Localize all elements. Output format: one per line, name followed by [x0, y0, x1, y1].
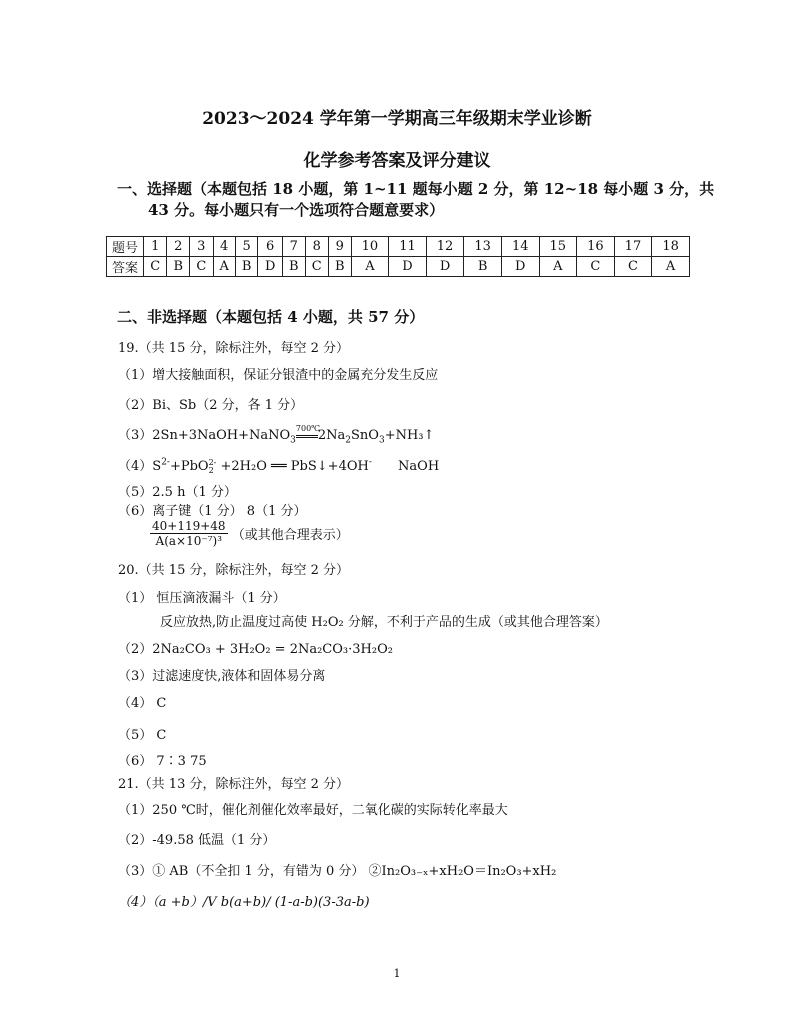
q20-answer-3: （3）过滤速度快,液体和固体易分离: [118, 669, 326, 684]
section1-heading-line2: 43 分。每小题只有一个选项符合题意要求）: [148, 201, 445, 219]
section1-heading-line1: 一、选择题（本题包括 18 小题，第 1~11 题每小题 2 分，第 12~18 每小题 3 分，共: [117, 180, 715, 198]
table-row-label: 题号: [107, 237, 144, 257]
q19-a4-part: （4）S: [118, 459, 162, 474]
q19-header: 19.（共 15 分，除标注外，每空 2 分）: [118, 341, 350, 356]
table-cell-answer: D: [426, 257, 464, 277]
table-cell-answer: C: [577, 257, 615, 277]
q19-answer-3: [118, 424, 434, 446]
table-cell-answer: C: [614, 257, 652, 277]
table-row-answers: [107, 257, 690, 277]
table-cell-number: 10: [351, 237, 389, 257]
q19-a3-condition: 700℃: [295, 424, 321, 433]
q19-a4-sub: 2: [208, 465, 214, 475]
q19-a3-part: +NH₃↑: [384, 428, 435, 443]
table-cell-number: 2: [167, 237, 190, 257]
q19-a4-sup: -: [368, 457, 372, 468]
table-cell-answer: B: [235, 257, 258, 277]
table-cell-number: 13: [464, 237, 502, 257]
q19-answer-6: （6）离子键（1 分） 8（1 分）: [118, 504, 307, 519]
q20-answer-6: （6） 7∶3 75: [118, 754, 207, 769]
formula-note: （或其他合理表示）: [231, 528, 349, 543]
fraction-denominator: A(a×10⁻⁷)³: [155, 534, 223, 548]
q20-answer-1b: 反应放热,防止温度过高使 H₂O₂ 分解，不利于产品的生成（或其他合理答案）: [160, 615, 608, 630]
table-cell-answer: D: [501, 257, 539, 277]
table-cell-number: 17: [614, 237, 652, 257]
q19-answer-4: [118, 455, 439, 475]
q20-answer-2: （2）2Na₂CO₃ + 3H₂O₂ = 2Na₂CO₃·3H₂O₂: [118, 642, 393, 657]
density-fraction: [150, 519, 228, 548]
table-row-label: 答案: [107, 257, 144, 277]
table-cell-answer: B: [328, 257, 351, 277]
table-cell-number: 9: [328, 237, 351, 257]
table-cell-answer: A: [652, 257, 690, 277]
q19-a4-sup: 2-: [208, 457, 217, 467]
table-cell-number: 5: [235, 237, 258, 257]
q21-header: 21.（共 13 分，除标注外，每空 2 分）: [118, 777, 350, 792]
q19-a3-part: 2Na: [317, 428, 346, 443]
q19-a3-sub: 2: [345, 435, 352, 446]
q20-header: 20.（共 15 分，除标注外，每空 2 分）: [118, 563, 350, 578]
q20-answer-5: （5） C: [118, 728, 167, 743]
table-cell-number: 15: [539, 237, 577, 257]
table-cell-number: 18: [652, 237, 690, 257]
q19-a3-sub: 3: [290, 435, 296, 446]
table-cell-answer: D: [389, 257, 427, 277]
table-row-numbers: [107, 237, 690, 257]
table-cell-answer: A: [351, 257, 389, 277]
table-cell-number: 8: [305, 237, 328, 257]
table-cell-answer: B: [464, 257, 502, 277]
table-cell-number: 1: [144, 237, 167, 257]
q20-answer-1: （1） 恒压滴液漏斗（1 分）: [118, 591, 286, 606]
answer-table: [106, 236, 690, 277]
table-cell-answer: B: [167, 257, 190, 277]
q19-a4-extra: NaOH: [398, 459, 440, 474]
q19-answer-6-formula: [150, 519, 349, 548]
q21-answer-4: （4）（a +b）/V b(a+b)/ (1-a-b)(3-3a-b): [118, 895, 370, 910]
table-cell-number: 6: [258, 237, 283, 257]
table-cell-number: 16: [577, 237, 615, 257]
page-number: 1: [393, 967, 401, 980]
table-cell-answer: A: [213, 257, 235, 277]
q19-answer-1: （1）增大接触面积，保证分银渣中的金属充分发生反应: [118, 368, 439, 383]
q19-a4-sup: 2-: [161, 457, 170, 468]
q19-a3-part: SnO: [351, 428, 379, 443]
table-cell-number: 12: [426, 237, 464, 257]
document-title: 2023～2024 学年第一学期高三年级期末学业诊断: [202, 109, 592, 129]
table-cell-number: 11: [389, 237, 427, 257]
table-cell-answer: C: [144, 257, 167, 277]
table-cell-number: 7: [282, 237, 305, 257]
section2-heading: 二、非选择题（本题包括 4 小题，共 57 分）: [117, 308, 425, 326]
table-cell-number: 4: [213, 237, 235, 257]
q19-a4-part: +2H₂O ══ PbS↓+4OH: [216, 459, 369, 474]
q20-answer-4: （4） C: [118, 696, 167, 711]
table-cell-answer: C: [305, 257, 328, 277]
q21-answer-1: （1）250 ℃时，催化剂催化效率最好，二氧化碳的实际转化率最大: [118, 803, 508, 818]
q19-answer-5: （5）2.5 h（1 分）: [118, 485, 237, 500]
document-subtitle: 化学参考答案及评分建议: [303, 151, 491, 171]
table-cell-number: 3: [190, 237, 213, 257]
q19-a3-part: （3）2Sn+3NaOH+NaNO: [118, 428, 291, 443]
table-cell-answer: C: [190, 257, 213, 277]
fraction-numerator: 40+119+48: [152, 519, 226, 533]
q21-answer-3: （3）① AB（不全扣 1 分，有错为 0 分） ②In₂O₃₋ₓ+xH₂O＝In₂O₃+xH₂: [118, 864, 557, 879]
q21-answer-2: （2）-49.58 低温（1 分）: [118, 833, 276, 848]
table-cell-number: 14: [501, 237, 539, 257]
table-cell-answer: A: [539, 257, 577, 277]
table-cell-answer: D: [258, 257, 283, 277]
q19-a3-sub: 3: [378, 435, 385, 446]
q19-a4-part: +PbO: [169, 459, 209, 474]
q19-answer-2: （2）Bi、Sb（2 分，各 1 分）: [118, 398, 304, 413]
table-cell-answer: B: [282, 257, 305, 277]
